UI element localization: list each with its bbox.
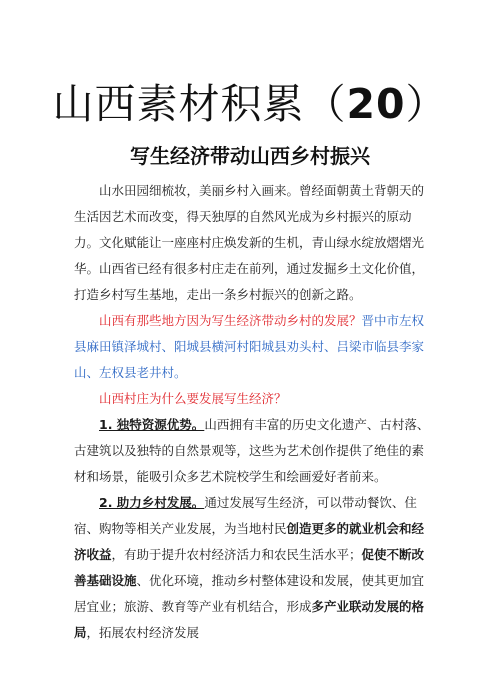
point-2-bold-3: 多产业联动发展的格局 (74, 599, 425, 640)
subtitle: 写生经济带动山西乡村振兴 (130, 144, 370, 168)
answer-1: 晋中市左权县麻田镇泽城村、阳城县横河村阳城县劝头村、吕梁市临县李家山、左权县老井村。 (74, 313, 425, 380)
point-2-paragraph (74, 490, 430, 646)
point-1-paragraph (74, 412, 430, 490)
point-2-text-4: ，拓展农村经济发展 (86, 625, 200, 640)
title-number: 20 (346, 80, 406, 128)
question-2: 山西村庄为什么要发展写生经济？ (99, 391, 287, 406)
point-1-heading: 1. 独特资源优势。 (99, 417, 205, 432)
question-2-paragraph (74, 386, 430, 412)
article-body (74, 178, 430, 646)
point-1-text: 山西拥有丰富的历史文化遗产、古村落、古建筑以及独特的自然景观等，这些为艺术创作提供了绝佳的素材和场景，能吸引众多艺术院校学生和绘画爱好者前来。 (74, 417, 430, 484)
question-1-paragraph (74, 308, 430, 386)
point-2-heading: 2. 助力乡村发展。 (99, 495, 205, 510)
point-2-text-3: 、优化环境，推动乡村整体建设和发展，使其更加宜居宜业；旅游、教育等产业有机结合，形成 (74, 573, 425, 614)
title-text: 山西素材积累（ (52, 80, 347, 128)
title-close: ） (405, 80, 448, 128)
point-2-text-1: 通过发展写生经济，可以带动餐饮、住宿、购物等相关产业发展，为当地村民 (74, 495, 417, 536)
point-2-bold-2: 促使不断改善基础设施 (74, 547, 425, 588)
page-title (0, 74, 500, 134)
point-2-text-2: ，有助于提升农村经济活力和农民生活水平； (111, 547, 362, 562)
point-2-bold-1: 创造更多的就业机会和经济收益 (74, 521, 425, 562)
question-1: 山西有那些地方因为写生经济带动乡村的发展？ (99, 313, 362, 328)
intro-paragraph: 山水田园细梳妆，美丽乡村入画来。曾经面朝黄土背朝天的生活因艺术而改变，得天独厚的自然风光成为乡村振兴的原动力。文化赋能让一座座村庄焕发新的生机，青山绿水绽放熠熠光华。山西省已经有很多村庄走在前列，通过发掘乡土文化价值，打造乡村写生基地，走出一条乡村振兴的创新之路。 (74, 183, 425, 302)
